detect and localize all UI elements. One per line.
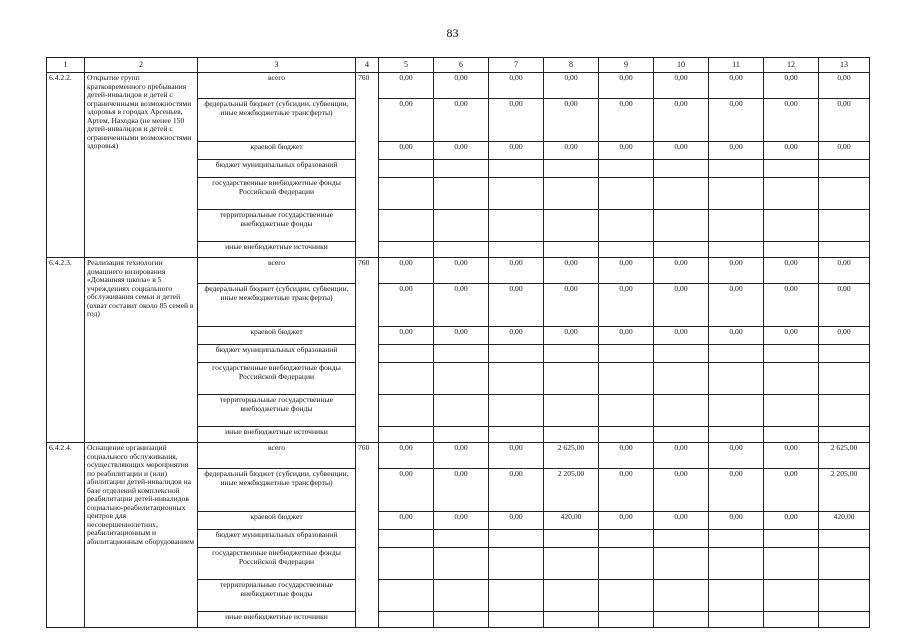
amount-cell: 0,00	[654, 469, 709, 512]
amount-cell: 0,00	[709, 142, 764, 160]
amount-cell	[434, 427, 489, 443]
table-row	[47, 443, 870, 469]
amount-cell: 0,00	[709, 99, 764, 142]
item-code: 6.4.2.4.	[47, 443, 85, 628]
amount-cell	[764, 548, 819, 580]
amount-cell	[709, 427, 764, 443]
funding-source: бюджет муниципальных образований	[198, 160, 356, 178]
amount-cell: 0,00	[819, 142, 870, 160]
amount-cell	[654, 548, 709, 580]
amount-cell: 0,00	[544, 99, 599, 142]
amount-cell: 0,00	[379, 99, 434, 142]
amount-cell	[709, 178, 764, 210]
amount-cell: 0,00	[654, 142, 709, 160]
amount-cell	[434, 345, 489, 363]
amount-cell	[379, 395, 434, 427]
amount-cell	[434, 395, 489, 427]
amount-cell: 0,00	[434, 99, 489, 142]
amount-cell	[709, 548, 764, 580]
amount-cell	[709, 160, 764, 178]
amount-cell	[379, 548, 434, 580]
amount-cell	[489, 242, 544, 258]
amount-cell	[709, 363, 764, 395]
amount-cell	[764, 345, 819, 363]
amount-cell: 0,00	[599, 73, 654, 99]
amount-cell: 0,00	[599, 327, 654, 345]
column-4-value: 760	[356, 443, 379, 628]
amount-cell: 0,00	[379, 327, 434, 345]
funding-source: всего	[198, 73, 356, 99]
amount-cell: 0,00	[434, 258, 489, 284]
amount-cell: 0,00	[654, 443, 709, 469]
amount-cell	[434, 530, 489, 548]
amount-cell	[489, 530, 544, 548]
amount-cell: 0,00	[599, 443, 654, 469]
amount-cell	[819, 548, 870, 580]
column-header: 4	[356, 58, 379, 73]
amount-cell	[599, 548, 654, 580]
amount-cell	[654, 345, 709, 363]
amount-cell	[709, 612, 764, 628]
amount-cell: 2 625,00	[819, 443, 870, 469]
amount-cell: 0,00	[544, 284, 599, 327]
column-header: 7	[489, 58, 544, 73]
column-4-value: 760	[356, 258, 379, 443]
amount-cell: 0,00	[379, 284, 434, 327]
amount-cell	[709, 242, 764, 258]
column-header: 11	[709, 58, 764, 73]
amount-cell: 0,00	[709, 512, 764, 530]
funding-source: бюджет муниципальных образований	[198, 530, 356, 548]
amount-cell: 0,00	[434, 73, 489, 99]
amount-cell	[379, 580, 434, 612]
amount-cell	[489, 210, 544, 242]
funding-source: государственные внебюджетные фонды Российской Федерации	[198, 363, 356, 395]
amount-cell	[434, 210, 489, 242]
amount-cell	[599, 395, 654, 427]
amount-cell	[819, 580, 870, 612]
amount-cell: 0,00	[544, 142, 599, 160]
amount-cell	[819, 530, 870, 548]
amount-cell	[544, 242, 599, 258]
amount-cell: 0,00	[434, 284, 489, 327]
amount-cell: 0,00	[819, 284, 870, 327]
amount-cell	[764, 580, 819, 612]
funding-source: всего	[198, 443, 356, 469]
amount-cell	[379, 612, 434, 628]
amount-cell	[654, 427, 709, 443]
amount-cell	[544, 395, 599, 427]
amount-cell	[654, 580, 709, 612]
amount-cell	[764, 530, 819, 548]
funding-source: всего	[198, 258, 356, 284]
funding-source: федеральный бюджет (субсидии, субвенции, иные межбюджетные трансферты)	[198, 284, 356, 327]
column-header: 1	[47, 58, 85, 73]
amount-cell	[819, 395, 870, 427]
amount-cell	[764, 612, 819, 628]
amount-cell	[489, 363, 544, 395]
amount-cell: 420,00	[544, 512, 599, 530]
funding-source: территориальные государственные внебюджетные фонды	[198, 580, 356, 612]
amount-cell: 0,00	[819, 258, 870, 284]
amount-cell: 0,00	[489, 99, 544, 142]
amount-cell: 0,00	[709, 327, 764, 345]
amount-cell	[379, 178, 434, 210]
amount-cell: 0,00	[379, 469, 434, 512]
amount-cell	[654, 612, 709, 628]
amount-cell: 0,00	[489, 258, 544, 284]
funding-source: краевой бюджет	[198, 512, 356, 530]
header-row	[47, 58, 870, 73]
amount-cell: 0,00	[764, 512, 819, 530]
amount-cell	[764, 160, 819, 178]
amount-cell: 0,00	[764, 327, 819, 345]
amount-cell	[434, 548, 489, 580]
amount-cell: 0,00	[819, 73, 870, 99]
amount-cell: 0,00	[819, 327, 870, 345]
funding-source: государственные внебюджетные фонды Российской Федерации	[198, 548, 356, 580]
amount-cell	[434, 580, 489, 612]
amount-cell: 0,00	[489, 327, 544, 345]
amount-cell	[764, 210, 819, 242]
amount-cell: 0,00	[489, 443, 544, 469]
amount-cell: 0,00	[489, 284, 544, 327]
amount-cell: 0,00	[544, 73, 599, 99]
amount-cell	[599, 210, 654, 242]
amount-cell	[764, 395, 819, 427]
amount-cell	[544, 160, 599, 178]
amount-cell: 0,00	[434, 512, 489, 530]
amount-cell: 0,00	[764, 99, 819, 142]
funding-source: территориальные государственные внебюджетные фонды	[198, 210, 356, 242]
amount-cell	[489, 178, 544, 210]
amount-cell	[654, 160, 709, 178]
amount-cell: 0,00	[489, 512, 544, 530]
amount-cell	[819, 160, 870, 178]
amount-cell	[599, 178, 654, 210]
amount-cell	[544, 345, 599, 363]
amount-cell: 0,00	[819, 99, 870, 142]
amount-cell: 0,00	[654, 512, 709, 530]
amount-cell	[434, 160, 489, 178]
amount-cell: 0,00	[544, 327, 599, 345]
amount-cell: 0,00	[709, 73, 764, 99]
amount-cell	[379, 530, 434, 548]
amount-cell	[544, 580, 599, 612]
amount-cell: 0,00	[654, 73, 709, 99]
amount-cell	[599, 580, 654, 612]
amount-cell	[764, 427, 819, 443]
amount-cell: 0,00	[434, 327, 489, 345]
amount-cell	[434, 178, 489, 210]
funding-source: иные внебюджетные источники	[198, 612, 356, 628]
column-header: 13	[819, 58, 870, 73]
amount-cell: 0,00	[544, 258, 599, 284]
amount-cell	[489, 427, 544, 443]
amount-cell	[544, 612, 599, 628]
amount-cell	[489, 548, 544, 580]
amount-cell	[599, 530, 654, 548]
funding-source: территориальные государственные внебюджетные фонды	[198, 395, 356, 427]
amount-cell	[599, 345, 654, 363]
funding-source: федеральный бюджет (субсидии, субвенции, иные межбюджетные трансферты)	[198, 99, 356, 142]
amount-cell: 0,00	[379, 73, 434, 99]
item-code: 6.4.2.3.	[47, 258, 85, 443]
amount-cell	[654, 210, 709, 242]
amount-cell: 0,00	[489, 469, 544, 512]
funding-source: бюджет муниципальных образований	[198, 345, 356, 363]
amount-cell	[819, 427, 870, 443]
funding-source: иные внебюджетные источники	[198, 427, 356, 443]
amount-cell: 0,00	[709, 443, 764, 469]
amount-cell	[379, 160, 434, 178]
amount-cell	[654, 530, 709, 548]
table-row	[47, 258, 870, 284]
amount-cell: 2 205,00	[819, 469, 870, 512]
amount-cell: 0,00	[599, 284, 654, 327]
amount-cell	[379, 345, 434, 363]
table-row	[47, 73, 870, 99]
amount-cell	[819, 345, 870, 363]
amount-cell	[654, 363, 709, 395]
amount-cell: 2 205,00	[544, 469, 599, 512]
funding-source: краевой бюджет	[198, 327, 356, 345]
amount-cell: 0,00	[434, 142, 489, 160]
amount-cell: 0,00	[709, 284, 764, 327]
amount-cell	[544, 530, 599, 548]
amount-cell: 420,00	[819, 512, 870, 530]
amount-cell: 0,00	[764, 284, 819, 327]
column-header: 6	[434, 58, 489, 73]
amount-cell	[709, 580, 764, 612]
funding-source: федеральный бюджет (субсидии, субвенции, иные межбюджетные трансферты)	[198, 469, 356, 512]
amount-cell	[599, 160, 654, 178]
amount-cell	[764, 178, 819, 210]
column-header: 3	[198, 58, 356, 73]
amount-cell: 0,00	[599, 142, 654, 160]
amount-cell: 0,00	[379, 443, 434, 469]
amount-cell	[434, 612, 489, 628]
amount-cell	[654, 178, 709, 210]
amount-cell	[764, 363, 819, 395]
amount-cell: 0,00	[599, 512, 654, 530]
amount-cell: 0,00	[764, 73, 819, 99]
amount-cell	[819, 612, 870, 628]
amount-cell: 0,00	[379, 258, 434, 284]
amount-cell	[599, 427, 654, 443]
amount-cell: 0,00	[654, 284, 709, 327]
amount-cell	[434, 242, 489, 258]
amount-cell: 0,00	[654, 327, 709, 345]
item-name: Реализация технологии домашнего визирования «Домашняя школа» в 5 учреждениях социального обслуживания семьи и детей (охват составит около 85 семей в год)	[85, 258, 198, 443]
amount-cell	[654, 395, 709, 427]
amount-cell	[764, 242, 819, 258]
amount-cell: 0,00	[489, 142, 544, 160]
amount-cell	[379, 363, 434, 395]
amount-cell: 0,00	[379, 512, 434, 530]
amount-cell	[599, 242, 654, 258]
amount-cell	[819, 210, 870, 242]
amount-cell	[599, 363, 654, 395]
amount-cell	[819, 242, 870, 258]
amount-cell: 0,00	[764, 443, 819, 469]
amount-cell: 0,00	[489, 73, 544, 99]
amount-cell: 0,00	[434, 443, 489, 469]
amount-cell	[489, 345, 544, 363]
amount-cell: 0,00	[764, 469, 819, 512]
amount-cell: 0,00	[764, 258, 819, 284]
amount-cell: 0,00	[379, 142, 434, 160]
amount-cell	[819, 363, 870, 395]
amount-cell	[544, 427, 599, 443]
amount-cell	[489, 612, 544, 628]
amount-cell	[544, 363, 599, 395]
amount-cell: 2 625,00	[544, 443, 599, 469]
amount-cell	[379, 210, 434, 242]
amount-cell	[489, 580, 544, 612]
amount-cell	[654, 242, 709, 258]
column-header: 2	[85, 58, 198, 73]
amount-cell: 0,00	[654, 99, 709, 142]
amount-cell	[709, 530, 764, 548]
funding-source: иные внебюджетные источники	[198, 242, 356, 258]
amount-cell	[544, 548, 599, 580]
amount-cell: 0,00	[709, 258, 764, 284]
amount-cell	[434, 363, 489, 395]
amount-cell	[599, 612, 654, 628]
column-4-value: 760	[356, 73, 379, 258]
amount-cell: 0,00	[599, 99, 654, 142]
amount-cell	[379, 242, 434, 258]
amount-cell	[489, 160, 544, 178]
amount-cell: 0,00	[764, 142, 819, 160]
amount-cell	[709, 395, 764, 427]
column-header: 5	[379, 58, 434, 73]
item-code: 6.4.2.2.	[47, 73, 85, 258]
column-header: 12	[764, 58, 819, 73]
amount-cell	[489, 395, 544, 427]
amount-cell	[544, 210, 599, 242]
page-number: 83	[446, 26, 459, 40]
amount-cell	[709, 345, 764, 363]
item-name: Открытие групп кратковременного пребывания детей-инвалидов и детей с ограниченными возможностями здоровья в городах Арсеньев, Артем, Находка (не менее 150 детей-инвалидов и детей с ограниченными возможностями здоровья)	[85, 73, 198, 258]
amount-cell: 0,00	[599, 258, 654, 284]
amount-cell: 0,00	[434, 469, 489, 512]
amount-cell	[819, 178, 870, 210]
amount-cell	[544, 178, 599, 210]
column-header: 8	[544, 58, 599, 73]
budget-table	[46, 57, 870, 628]
amount-cell	[379, 427, 434, 443]
amount-cell: 0,00	[654, 258, 709, 284]
amount-cell: 0,00	[599, 469, 654, 512]
funding-source: краевой бюджет	[198, 142, 356, 160]
funding-source: государственные внебюджетные фонды Российской Федерации	[198, 178, 356, 210]
amount-cell	[709, 210, 764, 242]
column-header: 10	[654, 58, 709, 73]
item-name: Оснащение организаций социального обслуживания, осуществляющих мероприятия по реабилитации и (или) абилитации детей-инвалидов на базе отделений комплексной реабилитации детей-инвалидов социально-реабилитационных центров для несовершеннолетних, реабилитационным и абилитационным оборудованием	[85, 443, 198, 628]
amount-cell: 0,00	[709, 469, 764, 512]
column-header: 9	[599, 58, 654, 73]
